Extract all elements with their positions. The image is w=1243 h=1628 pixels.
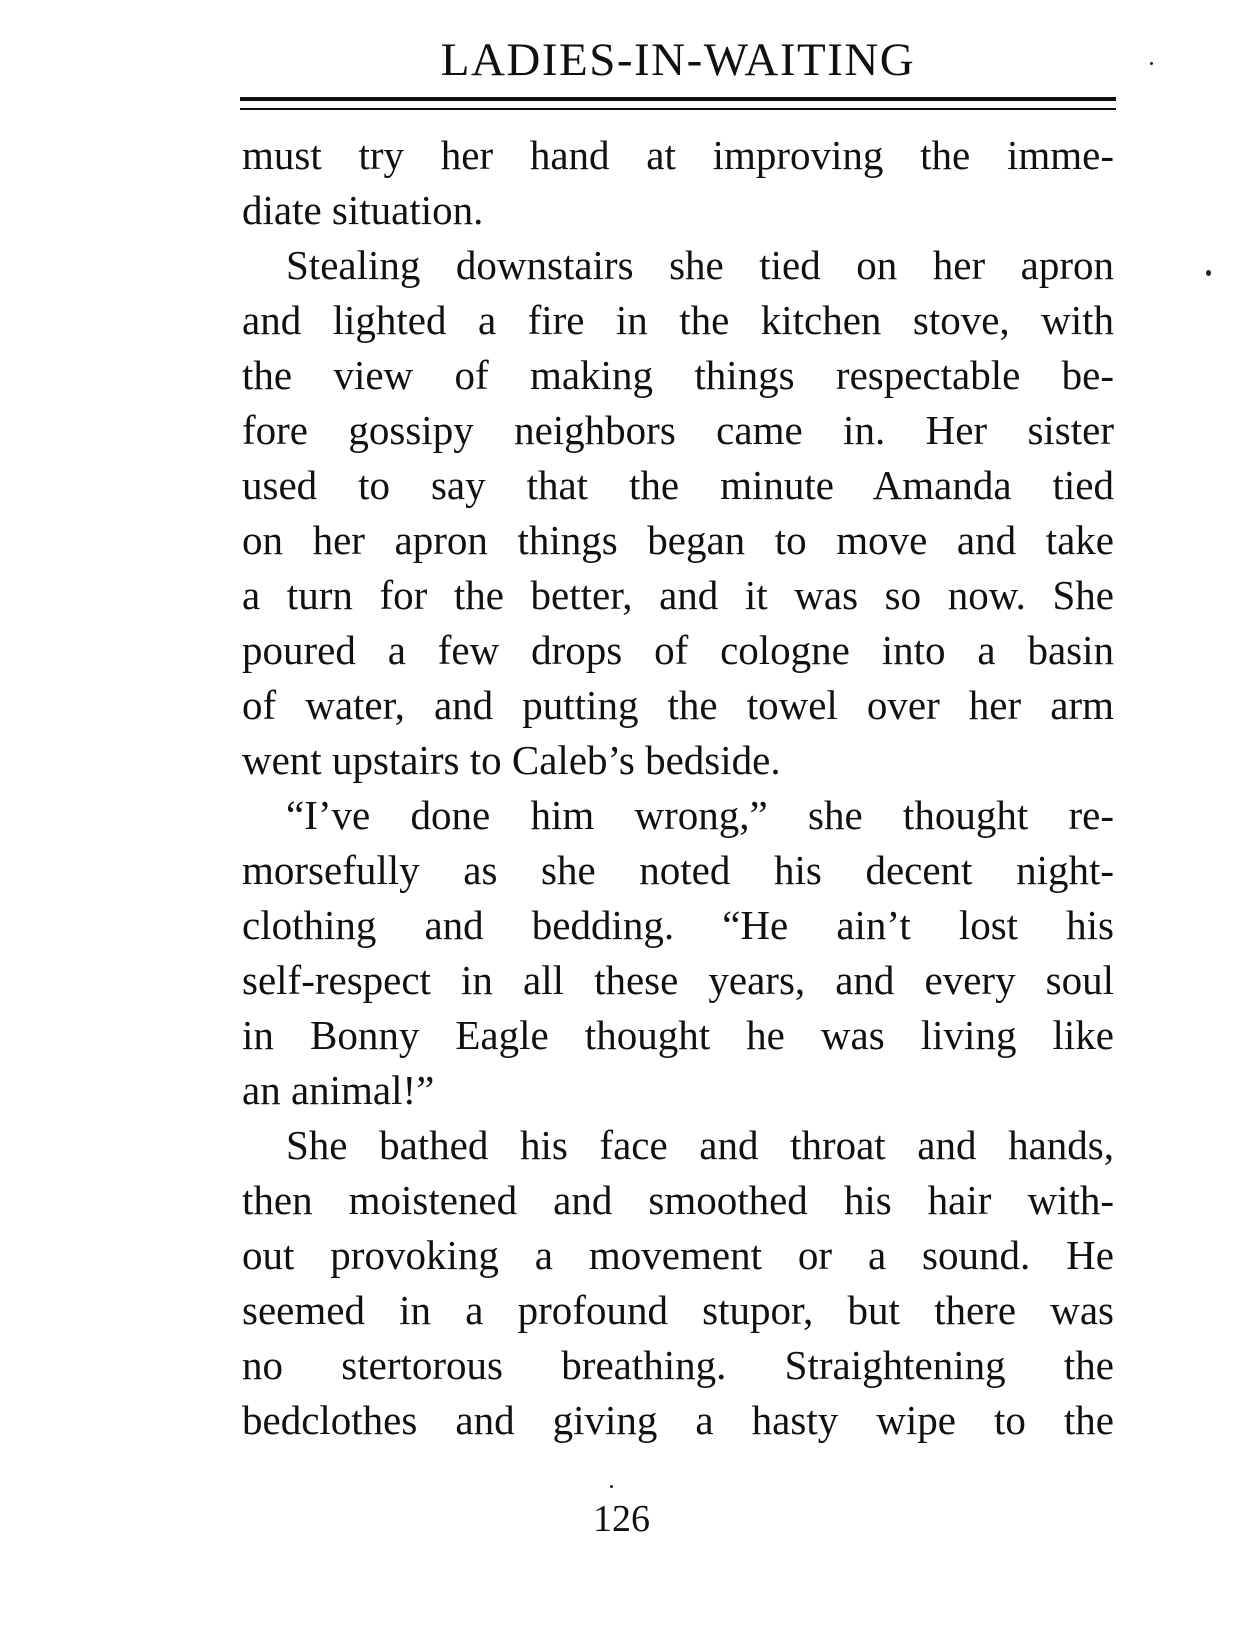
text-line: of water, and putting the towel over her arm <box>242 682 1114 728</box>
scan-speck <box>610 1485 613 1488</box>
text-line: no stertorous breathing. Straightening the <box>242 1342 1114 1388</box>
body-text <box>242 128 1114 1448</box>
header-rule-thick <box>240 97 1116 101</box>
text-line: “I’ve done him wrong,” she thought re- <box>286 792 1114 838</box>
text-line: morsefully as she noted his decent night- <box>242 847 1114 893</box>
text-line: out provoking a movement or a sound. He <box>242 1232 1114 1278</box>
running-head: LADIES-IN-WAITING <box>440 34 916 86</box>
text-line: diate situation. <box>242 187 484 233</box>
text-line: went upstairs to Caleb’s bedside. <box>242 737 781 783</box>
text-line: fore gossipy neighbors came in. Her sister <box>242 407 1114 453</box>
text-line: poured a few drops of cologne into a basin <box>242 627 1114 673</box>
scan-speck <box>1150 62 1153 65</box>
text-line: an animal!” <box>242 1067 435 1113</box>
text-line: in Bonny Eagle thought he was living like <box>242 1012 1114 1058</box>
text-line: the view of making things respectable be- <box>242 352 1114 398</box>
header-rule-thin <box>240 108 1116 110</box>
page-number: 126 <box>593 1498 650 1540</box>
text-line: and lighted a fire in the kitchen stove, with <box>242 297 1114 343</box>
text-line: Stealing downstairs she tied on her apron <box>286 242 1114 288</box>
text-line: bedclothes and giving a hasty wipe to the <box>242 1397 1114 1443</box>
text-line: seemed in a profound stupor, but there was <box>242 1287 1114 1333</box>
text-line: on her apron things began to move and take <box>242 517 1114 563</box>
scan-speck <box>1206 270 1211 276</box>
text-line: must try her hand at improving the imme- <box>242 132 1114 178</box>
text-line: She bathed his face and throat and hands, <box>286 1122 1114 1168</box>
text-line: a turn for the better, and it was so now. She <box>242 572 1114 618</box>
text-line: then moistened and smoothed his hair with- <box>242 1177 1114 1223</box>
text-line: clothing and bedding. “He ain’t lost his <box>242 902 1114 948</box>
text-line: self-respect in all these years, and every soul <box>242 957 1114 1003</box>
text-line: used to say that the minute Amanda tied <box>242 462 1114 508</box>
